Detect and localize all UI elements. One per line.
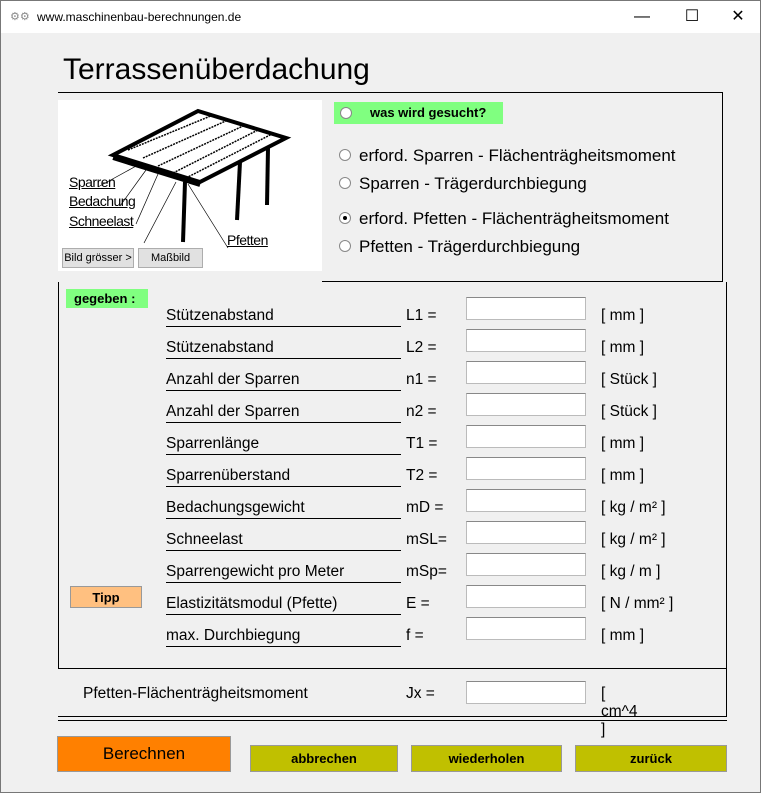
field-unit: [ N / mm² ] bbox=[601, 595, 674, 612]
cancel-button[interactable]: abbrechen bbox=[250, 745, 398, 772]
input-row bbox=[166, 558, 686, 586]
label-sparren: Sparren bbox=[69, 174, 116, 190]
field-unit: [ Stück ] bbox=[601, 371, 657, 388]
search-header bbox=[334, 102, 503, 124]
field-label: Anzahl der Sparren bbox=[166, 371, 401, 391]
frame-border bbox=[722, 92, 723, 282]
dimension-image-button[interactable]: Maßbild bbox=[138, 248, 203, 268]
calculate-button[interactable]: Berechnen bbox=[57, 736, 231, 772]
field-label: max. Durchbiegung bbox=[166, 627, 401, 647]
close-button[interactable]: ✕ bbox=[731, 8, 745, 25]
field-input[interactable] bbox=[466, 617, 586, 640]
input-row bbox=[166, 430, 686, 458]
input-row bbox=[166, 526, 686, 554]
page-title: Terrassenüberdachung bbox=[63, 53, 370, 86]
maximize-button[interactable]: ☐ bbox=[684, 8, 700, 25]
field-label: Sparrenüberstand bbox=[166, 467, 401, 487]
option-label: erford. Pfetten - Flächenträgheitsmoment bbox=[359, 209, 669, 228]
field-symbol: L1 = bbox=[406, 307, 437, 324]
input-row bbox=[166, 334, 686, 362]
input-row bbox=[166, 622, 686, 650]
window-title: www.maschinenbau-berechnungen.de bbox=[37, 10, 242, 24]
field-symbol: T1 = bbox=[406, 435, 438, 452]
input-row bbox=[166, 366, 686, 394]
field-input[interactable] bbox=[466, 585, 586, 608]
field-label: Schneelast bbox=[166, 531, 401, 551]
label-pfetten: Pfetten bbox=[227, 232, 268, 248]
field-unit: [ Stück ] bbox=[601, 403, 657, 420]
input-row bbox=[166, 302, 686, 330]
given-header: gegeben : bbox=[66, 289, 148, 308]
divider bbox=[58, 92, 723, 93]
enlarge-image-button[interactable]: Bild grösser > bbox=[62, 248, 134, 268]
option-radio[interactable] bbox=[339, 149, 351, 161]
tip-button[interactable]: Tipp bbox=[70, 586, 142, 608]
field-input[interactable] bbox=[466, 489, 586, 512]
field-symbol: n1 = bbox=[406, 371, 437, 388]
field-symbol: mSp= bbox=[406, 563, 447, 580]
title-bar bbox=[1, 1, 760, 33]
option-label: Sparren - Trägerdurchbiegung bbox=[359, 174, 587, 193]
input-row bbox=[166, 462, 686, 490]
result-symbol: Jx = bbox=[406, 685, 435, 702]
header-radio[interactable] bbox=[340, 107, 352, 119]
field-unit: [ mm ] bbox=[601, 435, 645, 452]
field-input[interactable] bbox=[466, 457, 586, 480]
field-symbol: L2 = bbox=[406, 339, 437, 356]
input-row bbox=[166, 590, 686, 618]
field-label: Anzahl der Sparren bbox=[166, 403, 401, 423]
result-unit: [ cm^4 ] bbox=[601, 685, 638, 738]
field-input[interactable] bbox=[466, 297, 586, 320]
field-unit: [ mm ] bbox=[601, 307, 645, 324]
minimize-button[interactable]: — bbox=[634, 8, 650, 25]
result-output[interactable] bbox=[466, 681, 586, 704]
input-row bbox=[166, 398, 686, 426]
label-bedachung: Bedachung bbox=[69, 193, 136, 209]
app-icon: ⚙⚙ bbox=[10, 11, 30, 23]
terrace-roof-image bbox=[58, 100, 322, 271]
field-input[interactable] bbox=[466, 553, 586, 576]
repeat-button[interactable]: wiederholen bbox=[411, 745, 562, 772]
label-schneelast: Schneelast bbox=[69, 213, 134, 229]
back-button[interactable]: zurück bbox=[575, 745, 727, 772]
field-label: Stützenabstand bbox=[166, 339, 401, 359]
field-symbol: f = bbox=[406, 627, 424, 644]
input-row bbox=[166, 494, 686, 522]
field-symbol: n2 = bbox=[406, 403, 437, 420]
field-unit: [ mm ] bbox=[601, 339, 645, 356]
field-input[interactable] bbox=[466, 361, 586, 384]
search-header-label: was wird gesucht? bbox=[370, 105, 487, 120]
field-symbol: mD = bbox=[406, 499, 444, 516]
field-input[interactable] bbox=[466, 521, 586, 544]
field-symbol: E = bbox=[406, 595, 430, 612]
field-input[interactable] bbox=[466, 329, 586, 352]
field-label: Sparrengewicht pro Meter bbox=[166, 563, 401, 583]
field-input[interactable] bbox=[466, 425, 586, 448]
option-radio[interactable] bbox=[339, 240, 351, 252]
result-label: Pfetten-Flächenträgheitsmoment bbox=[83, 685, 308, 702]
field-label: Stützenabstand bbox=[166, 307, 401, 327]
option-radio[interactable] bbox=[339, 212, 351, 224]
option-radio[interactable] bbox=[339, 177, 351, 189]
result-row bbox=[83, 685, 638, 738]
field-label: Bedachungsgewicht bbox=[166, 499, 401, 519]
field-unit: [ kg / m² ] bbox=[601, 531, 666, 548]
field-input[interactable] bbox=[466, 393, 586, 416]
field-unit: [ kg / m² ] bbox=[601, 499, 666, 516]
field-unit: [ mm ] bbox=[601, 467, 645, 484]
field-label: Sparrenlänge bbox=[166, 435, 401, 455]
option-label: Pfetten - Trägerdurchbiegung bbox=[359, 237, 581, 256]
field-symbol: T2 = bbox=[406, 467, 438, 484]
field-unit: [ mm ] bbox=[601, 627, 645, 644]
field-label: Elastizitätsmodul (Pfette) bbox=[166, 595, 401, 615]
field-unit: [ kg / m ] bbox=[601, 563, 661, 580]
option-label: erford. Sparren - Flächenträgheitsmoment bbox=[359, 146, 676, 165]
field-symbol: mSL= bbox=[406, 531, 447, 548]
